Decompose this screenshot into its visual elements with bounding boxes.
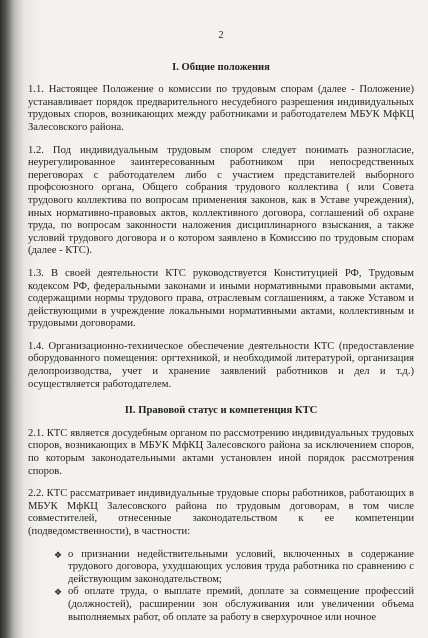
paragraph-1-1: 1.1. Настоящее Положение о комиссии по трудовым спорам (далее - Положение) устанавливает порядок предварительного несудебного разрешения индивидуальных трудовых споров, возникающих между работниками и работодателем МБУК МфКЦ Залесовского района. [28, 84, 414, 133]
list-item [54, 548, 414, 587]
list-item-text: о признании недействительными условий, включенных в содержание трудового договора, ухудшающих условия труда работника по сравнению с действующим законодательством; [68, 548, 414, 585]
section-1-title: I. Общие положения [172, 61, 270, 73]
paragraph-1-3: 1.3. В своей деятельности КТС руководствуется Конституцией РФ, Трудовым кодексом РФ, федеральными законами и иными нормативными правовыми актами, содержащими нормы трудового права, отраслевым соглашениям, а также Уставом и действующими в учреждение локальными нормативными актами, коллективным и трудовыми договорами. [28, 267, 414, 330]
paragraph-2-2: 2.2. КТС рассматривает индивидуальные трудовые споры работников, работающих в МБУК МфКЦ Залесовского района по трудовым договорам, в том числе совместителей, отнесенные законодательством к ее компетенции (подведомственности), в частности: [28, 488, 414, 537]
competence-list [28, 549, 414, 625]
page-number: 2 [218, 30, 224, 41]
paragraph-1-2: 1.2. Под индивидуальным трудовым спором следует понимать разногласие, неурегулированное заинтересованным работником при непосредственных переговорах с работодателем либо с участием представителей выборного профсоюзного органа, Общего собрания трудового коллектива ( или Совета трудового коллектива по вопросам применения законов, как в Уставе учреждения), иных нормативно-правовых актов, коллективного договора, соглашений об охране труда, по вопросам законности наложения дисциплинарного взыскания, а также условий трудового договора и о котором заявлено в Комиссию по трудовым спорам (далее - КТС). [28, 144, 414, 257]
paragraph-2-1: 2.1. КТС является досудебным органом по рассмотрению индивидуальных трудовых споров, возникающих в МБУК МфКЦ Залесовского района за исключением споров, по которым законодательными актами установлен иной порядок рассмотрения споров. [28, 427, 414, 477]
list-item [54, 586, 414, 624]
paragraph-1-4: 1.4. Организационно-техническое обеспечение деятельности КТС (предоставление оборудованного помещения: оргтехникой, и необходимой литературой, организация делопроизводства, учет и хранение заявлений работников и дел и т.д.) осуществляется работодателем. [28, 340, 414, 390]
diamond-bullet-icon: ❖ [54, 587, 63, 598]
section-2-title: II. Правовой статус и компетенция КТС [124, 405, 318, 417]
diamond-bullet-icon: ❖ [54, 549, 63, 560]
list-item-text: об оплате труда, о выплате премий, доплате за совмещение профессий (должностей), расширении зон обслуживания или увеличении объема выполняемых работ, об оплате за работу в сверхурочное или ночное [68, 586, 414, 623]
document-content [28, 30, 414, 624]
